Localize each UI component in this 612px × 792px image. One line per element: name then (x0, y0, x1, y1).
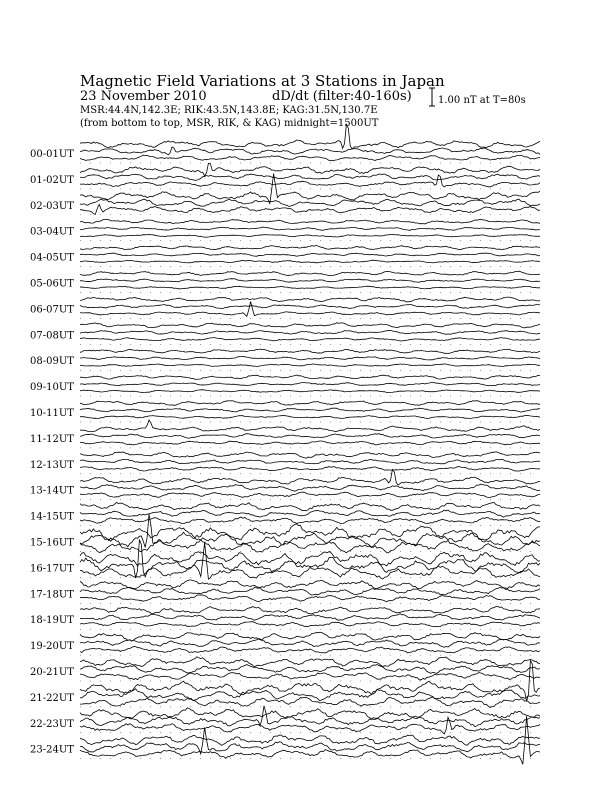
trace-rik (80, 540, 540, 579)
trace-kag (80, 607, 540, 615)
trace-kag (80, 632, 540, 641)
row-label: 16-17UT (30, 563, 74, 575)
trace-msr (80, 204, 540, 214)
trace-msr (80, 415, 540, 418)
trace-rik (80, 587, 540, 595)
trace-msr (80, 364, 540, 367)
trace-rik (80, 147, 540, 155)
trace-rik (80, 174, 540, 180)
trace-kag (80, 470, 540, 486)
row-label: 01-02UT (30, 174, 74, 186)
row-label: 19-20UT (30, 641, 74, 653)
trace-msr (80, 286, 540, 289)
trace-rik (80, 434, 540, 439)
row-label: 21-22UT (30, 692, 74, 704)
trace-kag (80, 502, 540, 510)
row-label: 02-03UT (30, 200, 74, 212)
trace-rik (80, 459, 540, 464)
trace-rik (80, 356, 540, 360)
trace-rik (80, 279, 540, 283)
trace-kag (80, 657, 540, 667)
trace-msr (80, 647, 540, 654)
trace-kag (80, 375, 540, 379)
row-label: 18-19UT (30, 615, 74, 627)
trace-msr (80, 717, 540, 734)
trace-kag (80, 552, 540, 566)
trace-msr (80, 302, 540, 317)
trace-msr (80, 260, 540, 263)
row-label: 13-14UT (30, 485, 74, 497)
trace-msr (80, 595, 540, 602)
trace-rik (80, 665, 540, 674)
trace-msr (80, 338, 540, 342)
trace-kag (80, 163, 540, 176)
trace-kag (80, 124, 540, 149)
trace-order-note: (from bottom to top, MSR, RIK, & KAG) midnight=1500UT (80, 118, 379, 129)
trace-msr (80, 234, 540, 237)
trace-kag (80, 452, 540, 458)
trace-msr (80, 673, 540, 680)
row-label: 05-06UT (30, 278, 74, 290)
trace-rik (80, 227, 540, 230)
row-label: 14-15UT (30, 511, 74, 523)
trace-msr (80, 175, 540, 187)
row-label: 06-07UT (30, 304, 74, 316)
row-label: 00-01UT (30, 149, 74, 160)
trace-rik (80, 199, 540, 206)
trace-kag (80, 246, 540, 250)
trace-rik (80, 614, 540, 621)
row-label: 17-18UT (30, 589, 74, 601)
chart-measure: dD/dt (filter:40-160s) (272, 89, 412, 104)
trace-msr (80, 697, 540, 708)
trace-kag (80, 349, 540, 353)
trace-msr (80, 622, 540, 627)
trace-rik (80, 305, 540, 309)
row-label: 22-23UT (30, 718, 74, 730)
trace-rik (80, 253, 540, 256)
scale-bar-label: 1.00 nT at T=80s (438, 95, 526, 106)
trace-kag (80, 401, 540, 406)
trace-kag (80, 271, 540, 275)
trace-kag (80, 323, 540, 328)
trace-msr (80, 155, 540, 161)
scale-bar (429, 88, 435, 106)
chart-title: Magnetic Field Variations at 3 Stations in Japan (80, 72, 445, 90)
trace-msr (80, 492, 540, 497)
trace-kag (80, 580, 540, 589)
trace-kag (80, 524, 540, 541)
trace-msr (80, 441, 540, 445)
trace-kag (80, 708, 540, 720)
row-label: 07-08UT (30, 330, 74, 342)
row-label: 03-04UT (30, 226, 74, 238)
trace-kag (80, 219, 540, 224)
row-label: 10-11UT (30, 408, 74, 419)
trace-rik (80, 383, 540, 386)
trace-msr (80, 390, 540, 393)
row-label: 12-13UT (30, 459, 74, 471)
trace-rik (80, 484, 540, 491)
trace-rik (80, 639, 540, 648)
trace-kag (80, 297, 540, 302)
row-label: 08-09UT (30, 356, 74, 368)
trace-rik (80, 408, 540, 412)
trace-kag (80, 420, 540, 432)
station-coordinates: MSR:44.4N,142.3E; RIK:43.5N,143.8E; KAG:31.5N,130.7E (80, 105, 378, 116)
row-label: 09-10UT (30, 382, 74, 394)
trace-msr (80, 540, 540, 553)
row-label: 11-12UT (30, 433, 74, 445)
trace-rik (80, 706, 540, 727)
chart-date: 23 November 2010 (80, 89, 207, 104)
row-label: 20-21UT (30, 667, 74, 678)
row-label: 04-05UT (30, 252, 74, 264)
trace-kag (80, 735, 540, 745)
row-label: 15-16UT (30, 537, 74, 549)
trace-rik (80, 330, 540, 334)
row-label: 23-24UT (30, 744, 74, 756)
trace-msr (80, 467, 540, 472)
